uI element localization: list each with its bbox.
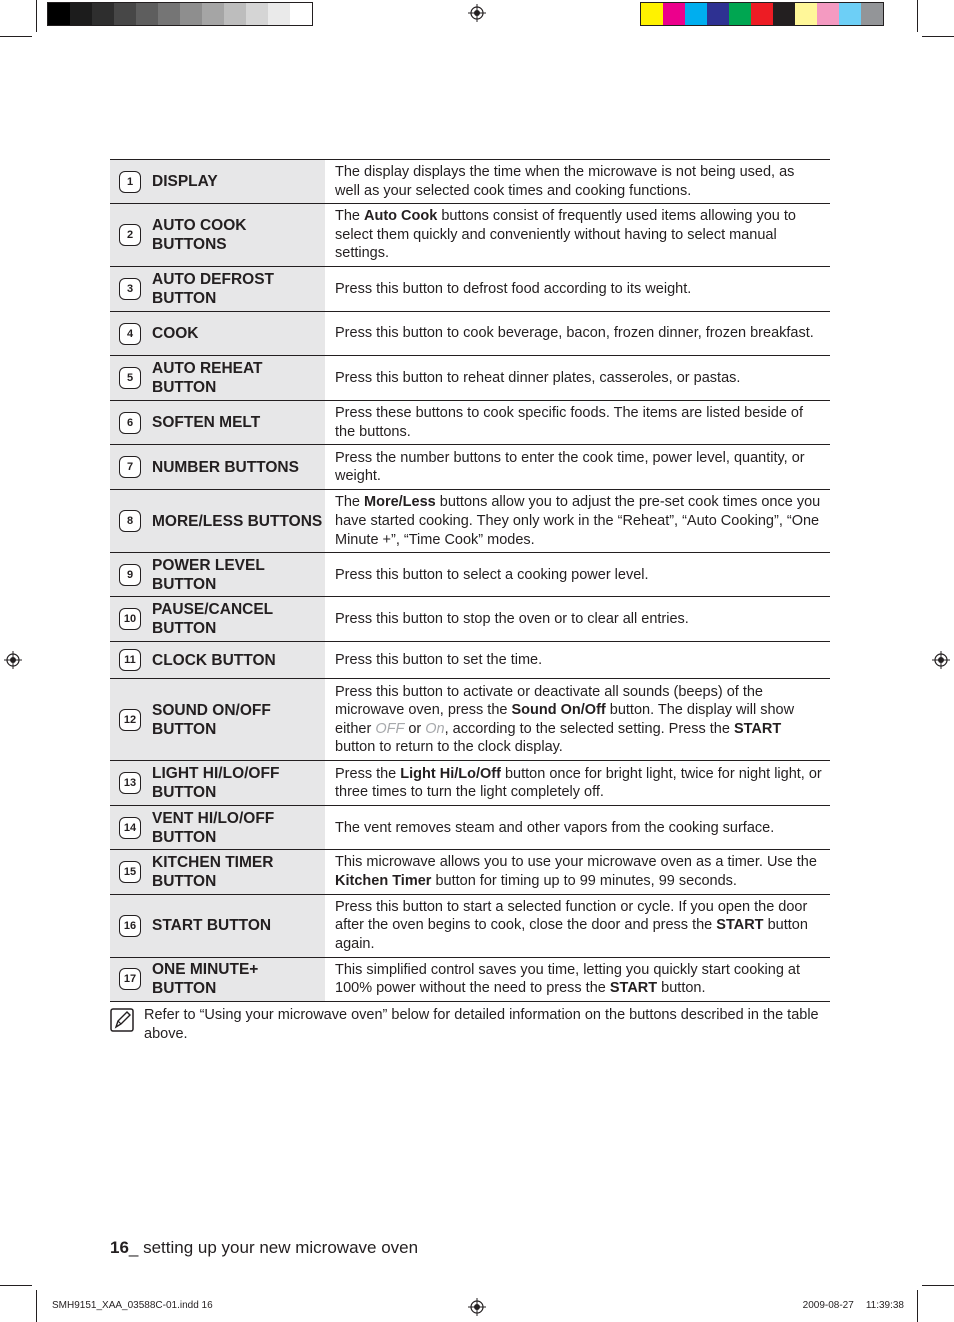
color-swatch xyxy=(729,3,751,25)
item-number-badge: 13 xyxy=(119,772,141,794)
crop-mark xyxy=(0,1285,32,1286)
button-name: KITCHEN TIMER BUTTON xyxy=(152,853,274,890)
description-text xyxy=(335,651,822,670)
crop-mark xyxy=(36,0,37,32)
button-name-cell xyxy=(110,204,325,267)
description-cell xyxy=(325,490,830,553)
text-segment: Press this button to start a selected function or cycle. If you open the door after the oven begins to cook, close the door and press the xyxy=(335,898,808,934)
note-text: Refer to “Using your microwave oven” below for detailed information on the buttons described in the table above. xyxy=(144,1007,819,1042)
registration-mark-icon xyxy=(932,651,950,669)
table-row xyxy=(110,401,830,445)
gray-swatch xyxy=(268,3,290,25)
gray-swatch xyxy=(202,3,224,25)
button-name: PAUSE/CANCEL BUTTON xyxy=(152,601,273,638)
text-segment: Press the number buttons to enter the cook time, power level, quantity, or weight. xyxy=(335,449,805,485)
button-name: NUMBER BUTTONS xyxy=(152,458,299,476)
description-cell xyxy=(325,160,830,204)
text-segment: Press this button to stop the oven or to clear all entries. xyxy=(335,611,689,628)
button-name-cell xyxy=(110,553,325,597)
description-cell xyxy=(325,894,830,957)
button-name: AUTO COOK BUTTONS xyxy=(152,217,247,254)
display-readout: OFF xyxy=(375,720,405,737)
button-name-cell xyxy=(110,850,325,894)
gray-swatch xyxy=(92,3,114,25)
description-text xyxy=(335,449,822,486)
description-text xyxy=(335,819,822,838)
description-text xyxy=(335,404,822,441)
gray-swatch xyxy=(224,3,246,25)
description-cell xyxy=(325,642,830,679)
button-name-cell xyxy=(110,642,325,679)
button-name: SOFTEN MELT xyxy=(152,414,261,432)
button-name: SOUND ON/OFF BUTTON xyxy=(152,701,271,738)
gray-swatch xyxy=(290,3,312,25)
description-text xyxy=(335,853,822,890)
gray-swatch xyxy=(70,3,92,25)
item-number-badge: 5 xyxy=(119,367,141,389)
registration-mark-icon xyxy=(468,1298,486,1316)
text-segment: The vent removes steam and other vapors from the cooking surface. xyxy=(335,819,775,836)
gray-swatch xyxy=(246,3,268,25)
bold-term: More/Less xyxy=(364,494,436,511)
text-segment: buttons consist of frequently used items allowing you to select them quickly and conveniently without having to select manual settings. xyxy=(335,208,796,262)
item-number-badge: 11 xyxy=(119,649,141,671)
text-segment: Press this button to defrost food according to its weight. xyxy=(335,280,692,297)
button-name: CLOCK BUTTON xyxy=(152,651,276,669)
text-segment: button once for bright light, twice for night light, or three times to turn the light completely off. xyxy=(335,765,822,801)
description-text xyxy=(335,280,822,299)
button-name-cell xyxy=(110,401,325,445)
table-row xyxy=(110,642,830,679)
gray-swatch xyxy=(136,3,158,25)
description-cell xyxy=(325,806,830,850)
color-swatch xyxy=(663,3,685,25)
button-name: ONE MINUTE+ BUTTON xyxy=(152,961,259,998)
description-text xyxy=(335,207,822,263)
bold-term: START xyxy=(733,720,782,737)
note xyxy=(110,1006,830,1044)
gray-swatch xyxy=(114,3,136,25)
text-segment: The xyxy=(335,208,365,225)
item-number-badge: 4 xyxy=(119,323,141,345)
color-swatch xyxy=(773,3,795,25)
button-name-cell xyxy=(110,267,325,312)
gray-swatch xyxy=(180,3,202,25)
description-cell xyxy=(325,267,830,312)
text-segment: Press this button to reheat dinner plates, casseroles, or pastas. xyxy=(335,369,741,386)
page-footer xyxy=(110,1238,418,1258)
item-number-badge: 10 xyxy=(119,608,141,630)
text-segment: Press these buttons to cook specific foods. The items are listed beside of the buttons. xyxy=(335,405,804,440)
item-number-badge: 16 xyxy=(119,915,141,937)
button-name-cell xyxy=(110,957,325,1001)
item-number-badge: 7 xyxy=(119,456,141,478)
button-name-cell xyxy=(110,806,325,850)
button-name-cell xyxy=(110,445,325,490)
button-name: LIGHT HI/LO/OFF BUTTON xyxy=(152,765,280,802)
description-text xyxy=(335,566,822,585)
item-number-badge: 9 xyxy=(119,564,141,586)
button-name: POWER LEVEL BUTTON xyxy=(152,556,265,593)
color-swatch xyxy=(861,3,883,25)
text-segment: button. xyxy=(657,980,706,997)
crop-mark xyxy=(917,1290,918,1322)
button-name: MORE/LESS BUTTONS xyxy=(152,512,323,530)
description-cell xyxy=(325,597,830,642)
item-number-badge: 14 xyxy=(119,817,141,839)
table-row xyxy=(110,894,830,957)
bold-term: Light Hi/Lo/Off xyxy=(400,765,501,782)
description-cell xyxy=(325,401,830,445)
description-text xyxy=(335,765,822,802)
table-row xyxy=(110,761,830,806)
description-text xyxy=(335,961,822,998)
item-number-badge: 6 xyxy=(119,412,141,434)
description-text xyxy=(335,163,822,200)
gray-swatch xyxy=(158,3,180,25)
text-segment: Press this button to select a cooking power level. xyxy=(335,566,649,583)
item-number-badge: 1 xyxy=(119,171,141,193)
color-swatch xyxy=(685,3,707,25)
button-name: COOK xyxy=(152,325,199,343)
table-row xyxy=(110,597,830,642)
button-name: DISPLAY xyxy=(152,173,218,191)
color-swatch xyxy=(817,3,839,25)
button-name-cell xyxy=(110,894,325,957)
table-row xyxy=(110,312,830,356)
process-color-bar xyxy=(640,2,884,26)
description-cell xyxy=(325,850,830,894)
description-text xyxy=(335,493,822,549)
table-row xyxy=(110,160,830,204)
color-swatch xyxy=(839,3,861,25)
description-text xyxy=(335,683,822,757)
table-row xyxy=(110,445,830,490)
crop-mark xyxy=(922,1285,954,1286)
bold-term: Auto Cook xyxy=(364,208,438,225)
slug-date: 2009-08-27 xyxy=(802,1300,854,1311)
description-text xyxy=(335,898,822,954)
section-title: _ setting up your new microwave oven xyxy=(128,1238,419,1257)
button-name: AUTO DEFROST BUTTON xyxy=(152,271,274,308)
description-text xyxy=(335,369,822,388)
description-cell xyxy=(325,957,830,1001)
crop-mark xyxy=(917,0,918,32)
button-name-cell xyxy=(110,679,325,761)
button-name: START BUTTON xyxy=(152,917,272,935)
item-number-badge: 17 xyxy=(119,968,141,990)
text-segment: button to return to the clock display. xyxy=(335,739,563,756)
date-slug xyxy=(791,1300,904,1311)
item-number-badge: 12 xyxy=(119,709,141,731)
item-number-badge: 2 xyxy=(119,224,141,246)
table-row xyxy=(110,850,830,894)
text-segment: Press this button to set the time. xyxy=(335,652,543,669)
description-text xyxy=(335,324,822,343)
button-name: AUTO REHEAT BUTTON xyxy=(152,360,263,397)
control-panel-table xyxy=(110,159,830,1002)
text-segment: buttons allow you to adjust the pre-set cook times once you have started cooking. They only work in the “Reheat”, “Auto Cooking”, “One Minute +”, “Time Cook” modes. xyxy=(335,494,821,548)
button-name-cell xyxy=(110,490,325,553)
table-row xyxy=(110,806,830,850)
description-cell xyxy=(325,761,830,806)
text-segment: button again. xyxy=(335,917,808,952)
bold-term: Kitchen Timer xyxy=(335,872,432,889)
text-segment: or xyxy=(404,720,426,737)
description-cell xyxy=(325,679,830,761)
table-row xyxy=(110,679,830,761)
color-swatch xyxy=(707,3,729,25)
slug-time: 11:39:38 xyxy=(865,1300,904,1311)
description-text xyxy=(335,610,822,629)
text-segment: Press this button to cook beverage, bacon, frozen dinner, frozen breakfast. xyxy=(335,325,814,342)
text-segment: This microwave allows you to use your microwave oven as a timer. Use the xyxy=(335,854,817,871)
text-segment: button for timing up to 99 minutes, 99 seconds. xyxy=(431,872,737,889)
button-name-cell xyxy=(110,597,325,642)
registration-mark-icon xyxy=(4,651,22,669)
table-row xyxy=(110,204,830,267)
text-segment: Press the xyxy=(335,765,401,782)
bold-term: Sound On/Off xyxy=(511,702,606,719)
page-number: 16 xyxy=(110,1238,129,1257)
crop-mark xyxy=(922,36,954,37)
button-name-cell xyxy=(110,312,325,356)
color-swatch xyxy=(795,3,817,25)
table-row xyxy=(110,356,830,401)
gray-swatch xyxy=(48,3,70,25)
description-cell xyxy=(325,204,830,267)
item-number-badge: 15 xyxy=(119,861,141,883)
text-segment: The display displays the time when the microwave is not being used, as well as your selected cook times and cooking functions. xyxy=(335,164,795,199)
color-swatch xyxy=(751,3,773,25)
table-row xyxy=(110,267,830,312)
display-readout: On xyxy=(425,720,445,737)
text-segment: This simplified control saves you time, letting you quickly start cooking at 100% power without the need to press the xyxy=(335,961,801,997)
bold-term: START xyxy=(609,980,658,997)
button-name-cell xyxy=(110,761,325,806)
file-slug: SMH9151_XAA_03588C-01.indd 16 xyxy=(52,1300,213,1311)
description-cell xyxy=(325,553,830,597)
bold-term: START xyxy=(716,917,764,934)
text-segment: , according to the selected setting. Press the xyxy=(444,720,734,737)
color-swatch xyxy=(641,3,663,25)
crop-mark xyxy=(36,1290,37,1322)
crop-mark xyxy=(0,36,32,37)
text-segment: The xyxy=(335,494,365,511)
item-number-badge: 3 xyxy=(119,278,141,300)
text-segment: button. The display will show either xyxy=(335,702,795,737)
item-number-badge: 8 xyxy=(119,510,141,532)
description-cell xyxy=(325,312,830,356)
description-cell xyxy=(325,445,830,490)
grayscale-color-bar xyxy=(47,2,313,26)
registration-mark-icon xyxy=(468,4,486,22)
button-name: VENT HI/LO/OFF BUTTON xyxy=(152,809,275,846)
table-row xyxy=(110,490,830,553)
button-name-cell xyxy=(110,160,325,204)
note-pencil-icon xyxy=(110,1008,134,1032)
button-name-cell xyxy=(110,356,325,401)
description-cell xyxy=(325,356,830,401)
table-row xyxy=(110,957,830,1001)
text-segment: Press this button to activate or deactivate all sounds (beeps) of the microwave oven, press the xyxy=(335,683,763,719)
table-row xyxy=(110,553,830,597)
